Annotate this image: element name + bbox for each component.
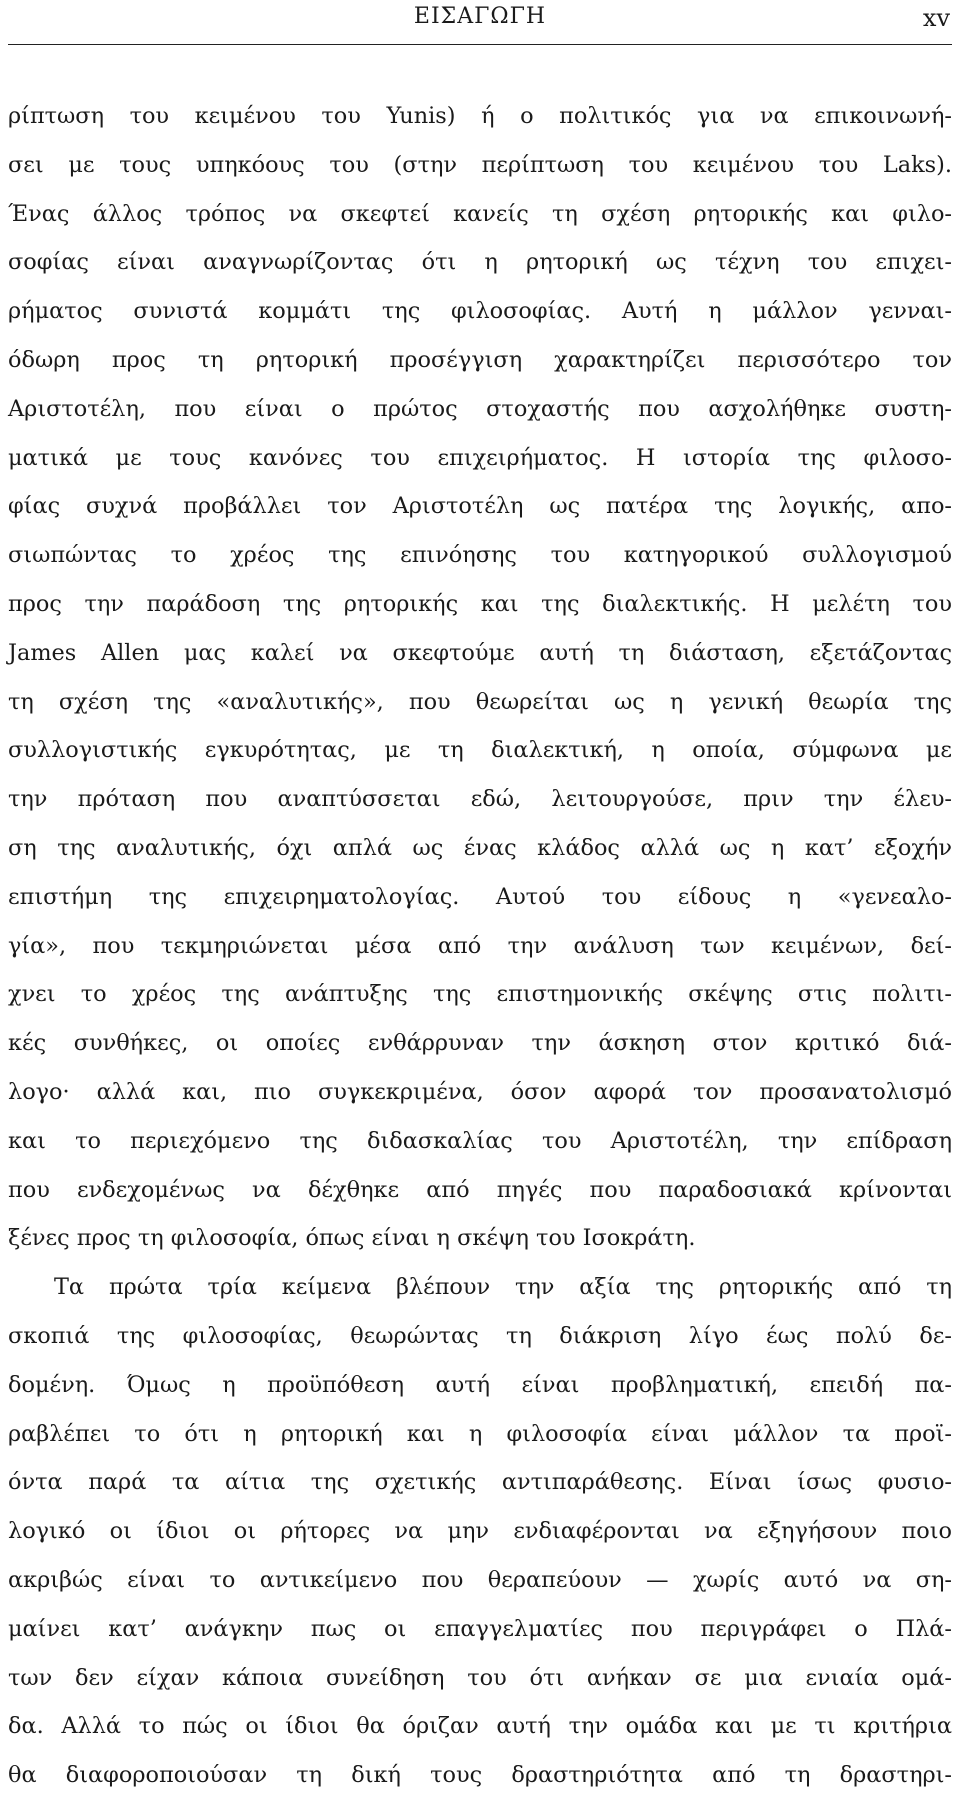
- text-line: Τα πρώτα τρία κείμενα βλέπουν την αξία της ρητορικής από τη: [54, 1274, 952, 1301]
- text-line: λογικό οι ίδιοι οι ρήτορες να μην ενδιαφέρονται να εξηγήσουν ποιο: [8, 1518, 952, 1545]
- text-line: την πρόταση που αναπτύσσεται εδώ, λειτουργούσε, πριν την έλευ-: [8, 786, 952, 813]
- text-line: όδωρη προς τη ρητορική προσέγγιση χαρακτηρίζει περισσότερο τον: [8, 346, 952, 373]
- text-line: χνει το χρέος της ανάπτυξης της επιστημονικής σκέψης στις πολιτι-: [8, 981, 952, 1008]
- text-line: μαίνει κατ’ ανάγκην πως οι επαγγελματίες που περιγράφει ο Πλά-: [8, 1615, 952, 1642]
- paragraph-2: [8, 1263, 952, 1800]
- page-header: [8, 0, 952, 45]
- body-text: [8, 92, 952, 1800]
- text-line: σκοπιά της φιλοσοφίας, θεωρώντας τη διάκριση λίγο έως πολύ δε-: [8, 1322, 952, 1349]
- text-line: δα. Αλλά το πώς οι ίδιοι θα όριζαν αυτή την ομάδα και με τι κριτήρια: [8, 1713, 952, 1740]
- text-line: James Allen μας καλεί να σκεφτούμε αυτή τη διάσταση, εξετάζοντας: [8, 639, 952, 666]
- text-line: ραβλέπει το ότι η ρητορική και η φιλοσοφία είναι μάλλον τα προϊ-: [8, 1420, 952, 1447]
- text-line: γία», που τεκμηριώνεται μέσα από την ανάλυση των κειμένων, δεί-: [8, 932, 952, 959]
- text-line: προς την παράδοση της ρητορικής και της διαλεκτικής. Η μελέτη του: [8, 590, 952, 617]
- text-line: σει με τους υπηκόους του (στην περίπτωση του κειμένου του Laks).: [8, 151, 952, 178]
- text-line: που ενδεχομένως να δέχθηκε από πηγές που παραδοσιακά κρίνονται: [8, 1176, 952, 1203]
- text-line: τη σχέση της «αναλυτικής», που θεωρείται ως η γενική θεωρία της: [8, 688, 952, 715]
- text-line: ρίπτωση του κειμένου του Yunis) ή ο πολιτικός για να επικοινωνή-: [8, 103, 952, 129]
- text-line: δομένη. Όμως η προϋπόθεση αυτή είναι προβληματική, επειδή πα-: [8, 1371, 952, 1398]
- text-line: των δεν είχαν κάποια συνείδηση του ότι ανήκαν σε μια ενιαία ομά-: [8, 1664, 952, 1691]
- text-line: επιστήμη της επιχειρηματολογίας. Αυτού του είδους η «γενεαλο-: [8, 883, 952, 910]
- text-line: Αριστοτέλη, που είναι ο πρώτος στοχαστής που ασχολήθηκε συστη-: [8, 395, 952, 422]
- text-line: όντα παρά τα αίτια της σχετικής αντιπαράθεσης. Είναι ίσως φυσιο-: [8, 1469, 952, 1496]
- text-line: σιωπώντας το χρέος της επινόησης του κατηγορικού συλλογισμού: [8, 542, 952, 569]
- page-number: xv: [922, 4, 950, 32]
- text-line: και το περιεχόμενο της διδασκαλίας του Αριστοτέλη, την επίδραση: [8, 1127, 952, 1154]
- text-line: ρήματος συνιστά κομμάτι της φιλοσοφίας. Αυτή η μάλλον γενναι-: [8, 298, 952, 325]
- text-line: Ένας άλλος τρόπος να σκεφτεί κανείς τη σχέση ρητορικής και φιλο-: [8, 200, 952, 227]
- text-line: ματικά με τους κανόνες του επιχειρήματος. Η ιστορία της φιλοσο-: [8, 444, 952, 471]
- text-line: ξένες προς τη φιλοσοφία, όπως είναι η σκέψη του Ισοκράτη.: [8, 1225, 696, 1252]
- paragraph-1: [8, 92, 952, 1263]
- running-head-title: ΕΙΣΑΓΩΓΗ: [413, 4, 547, 29]
- text-line: θα διαφοροποιούσαν τη δική τους δραστηριότητα από τη δραστηρι-: [8, 1762, 952, 1789]
- text-line: συλλογιστικής εγκυρότητας, με τη διαλεκτική, η οποία, σύμφωνα με: [8, 737, 952, 764]
- text-line: φίας συχνά προβάλλει τον Αριστοτέλη ως πατέρα της λογικής, απο-: [8, 493, 952, 520]
- text-line: λογο· αλλά και, πιο συγκεκριμένα, όσον αφορά τον προσανατολισμό: [8, 1078, 952, 1105]
- text-line: σοφίας είναι αναγνωρίζοντας ότι η ρητορική ως τέχνη του επιχει-: [8, 249, 952, 276]
- text-line: ση της αναλυτικής, όχι απλά ως ένας κλάδος αλλά ως η κατ’ εξοχήν: [8, 834, 952, 861]
- text-line: κές συνθήκες, οι οποίες ενθάρρυναν την άσκηση στον κριτικό διά-: [8, 1030, 952, 1057]
- text-line: ακριβώς είναι το αντικείμενο που θεραπεύουν — χωρίς αυτό να ση-: [8, 1566, 952, 1593]
